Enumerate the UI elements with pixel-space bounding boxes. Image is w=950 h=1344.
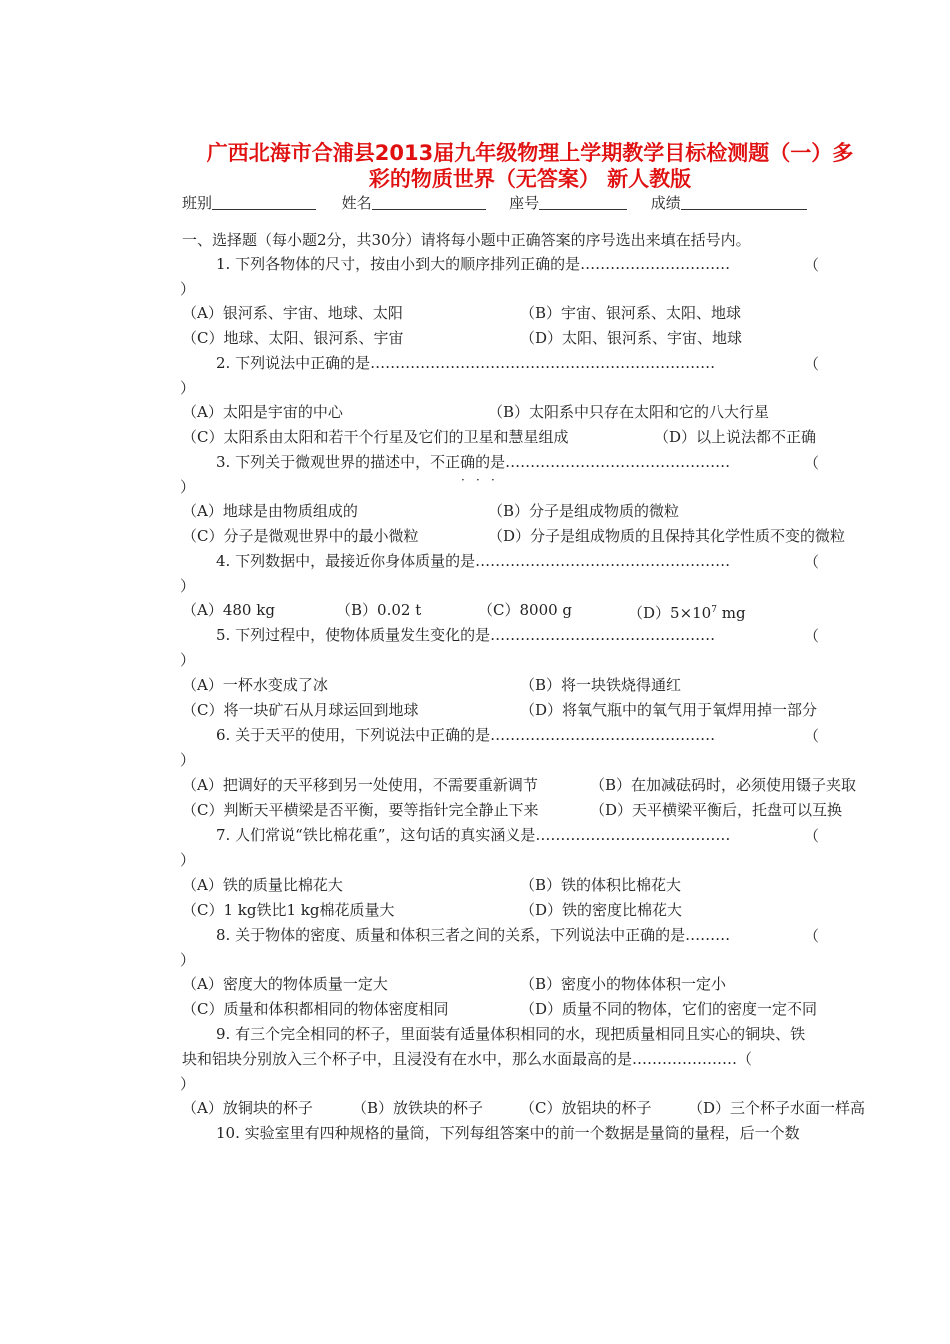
q8-option-c: （C）质量和体积都相同的物体密度相同 <box>182 1000 449 1018</box>
question-10: 10. 实验室里有四种规格的量筒，下列每组答案中的前一个数据是量筒的量程，后一个数 <box>216 1124 800 1142</box>
q1-option-c: （C）地球、太阳、银河系、宇宙 <box>182 329 404 347</box>
q4-option-b: （B）0.02 t <box>336 601 422 619</box>
q8-option-b: （B）密度小的物体体积一定小 <box>520 975 727 993</box>
answer-paren-close: ） <box>180 478 196 496</box>
class-blank[interactable] <box>212 194 316 210</box>
q4-option-c: （C）8000 g <box>478 601 573 619</box>
answer-paren-open: （ <box>804 927 820 945</box>
q6-option-b: （B）在加减砝码时，必须使用镊子夹取 <box>590 776 857 794</box>
answer-paren-open: （ <box>804 355 820 373</box>
q3-option-a: （A）地球是由物质组成的 <box>182 502 358 520</box>
q8-option-d: （D）质量不同的物体，它们的密度一定不同 <box>520 1000 818 1018</box>
answer-paren-open: （ <box>804 627 820 645</box>
q1-option-a: （A）银河系、宇宙、地球、太阳 <box>182 304 403 322</box>
q7-option-a: （A）铁的质量比棉花大 <box>182 876 343 894</box>
q9-option-c: （C）放铝块的杯子 <box>520 1099 652 1117</box>
answer-paren-close: ） <box>180 651 196 669</box>
emphasis-dot: · <box>491 473 495 487</box>
question-9-line-1: 9. 有三个完全相同的杯子，里面装有适量体积相同的水，现把质量相同且实心的铜块、铁 <box>216 1025 806 1043</box>
question-2: 2. 下列说法中正确的是…………………………………………………………… <box>216 354 716 372</box>
q6-option-a: （A）把调好的天平移到另一处使用，不需要重新调节 <box>182 776 538 794</box>
q5-option-b: （B）将一块铁烧得通红 <box>520 676 682 694</box>
question-6: 6. 关于天平的使用，下列说法中正确的是……………………………………… <box>216 726 716 744</box>
student-info-row <box>182 192 807 213</box>
answer-paren-close: ） <box>180 577 196 595</box>
q3-option-c: （C）分子是微观世界中的最小微粒 <box>182 527 419 545</box>
q3-option-d: （D）分子是组成物质的且保持其化学性质不变的微粒 <box>488 527 846 545</box>
question-4: 4. 下列数据中，最接近你身体质量的是…………………………………………… <box>216 552 731 570</box>
q6-option-c: （C）判断天平横梁是否平衡，要等指针完全静止下来 <box>182 801 539 819</box>
question-1: 1. 下列各物体的尺寸，按由小到大的顺序排列正确的是………………………… <box>216 255 731 273</box>
answer-paren-close: ） <box>180 280 196 298</box>
answer-paren-open: （ <box>804 553 820 571</box>
q1-option-b: （B）宇宙、银河系、太阳、地球 <box>520 304 742 322</box>
q7-option-b: （B）铁的体积比棉花大 <box>520 876 682 894</box>
q2-option-a: （A）太阳是宇宙的中心 <box>182 403 343 421</box>
q2-option-d: （D）以上说法都不正确 <box>654 428 817 446</box>
q4-option-a: （A）480 kg <box>182 601 275 619</box>
q1-option-d: （D）太阳、银河系、宇宙、地球 <box>520 329 743 347</box>
answer-paren-close: ） <box>180 951 196 969</box>
score-blank[interactable] <box>681 194 807 210</box>
q7-option-c: （C）1 kg铁比1 kg棉花质量大 <box>182 901 395 919</box>
seat-label: 座号 <box>509 194 540 212</box>
answer-paren-open: （ <box>804 727 820 745</box>
question-5: 5. 下列过程中，使物体质量发生变化的是……………………………………… <box>216 626 716 644</box>
q8-option-a: （A）密度大的物体质量一定大 <box>182 975 388 993</box>
section-heading: 一、选择题（每小题2分，共30分）请将每小题中正确答案的序号选出来填在括号内。 <box>182 231 751 249</box>
question-3: 3. 下列关于微观世界的描述中，不正确的是……………………………………… <box>216 453 731 471</box>
answer-paren-open: （ <box>804 454 820 472</box>
emphasis-dot: · <box>476 473 480 487</box>
question-9-line-2: 块和铝块分别放入三个杯子中，且浸没有在水中，那么水面最高的是…………………（ <box>182 1050 753 1068</box>
name-blank[interactable] <box>372 194 486 210</box>
answer-paren-close: ） <box>180 379 196 397</box>
score-label: 成绩 <box>650 194 681 212</box>
q9-option-d: （D）三个杯子水面一样高 <box>688 1099 866 1117</box>
q4-option-d: $(D)5\times 10^7$ mg <box>628 604 746 622</box>
emphasis-dot: · <box>461 473 465 487</box>
q3-option-b: （B）分子是组成物质的微粒 <box>488 502 680 520</box>
q5-option-a: （A）一杯水变成了冰 <box>182 676 328 694</box>
q9-option-b: （B）放铁块的杯子 <box>352 1099 484 1117</box>
q6-option-d: （D）天平横梁平衡后，托盘可以互换 <box>590 801 843 819</box>
seat-blank[interactable] <box>539 194 627 210</box>
answer-paren-close: ） <box>180 751 196 769</box>
title-line-2: 彩的物质世界（无答案） 新人教版 <box>368 167 692 191</box>
q5-option-d: （D）将氧气瓶中的氧气用于氧焊用掉一部分 <box>520 701 818 719</box>
q2-option-c: （C）太阳系由太阳和若干个行星及它们的卫星和慧星组成 <box>182 428 569 446</box>
answer-paren-close: ） <box>180 851 196 869</box>
class-label: 班别 <box>182 194 213 212</box>
answer-paren-close: ） <box>180 1075 196 1093</box>
answer-paren-open: （ <box>804 256 820 274</box>
question-7: 7. 人们常说“铁比棉花重”，这句话的真实涵义是………………………………… <box>216 826 731 844</box>
name-label: 姓名 <box>341 194 372 212</box>
question-8: 8. 关于物体的密度、质量和体积三者之间的关系，下列说法中正确的是……… <box>216 926 731 944</box>
q2-option-b: （B）太阳系中只存在太阳和它的八大行星 <box>488 403 770 421</box>
q5-option-c: （C）将一块矿石从月球运回到地球 <box>182 701 419 719</box>
q9-option-a: （A）放铜块的杯子 <box>182 1099 313 1117</box>
title-line-1: 广西北海市合浦县2013届九年级物理上学期教学目标检测题（一）多 <box>206 141 854 165</box>
answer-paren-open: （ <box>804 827 820 845</box>
q7-option-d: （D）铁的密度比棉花大 <box>520 901 683 919</box>
